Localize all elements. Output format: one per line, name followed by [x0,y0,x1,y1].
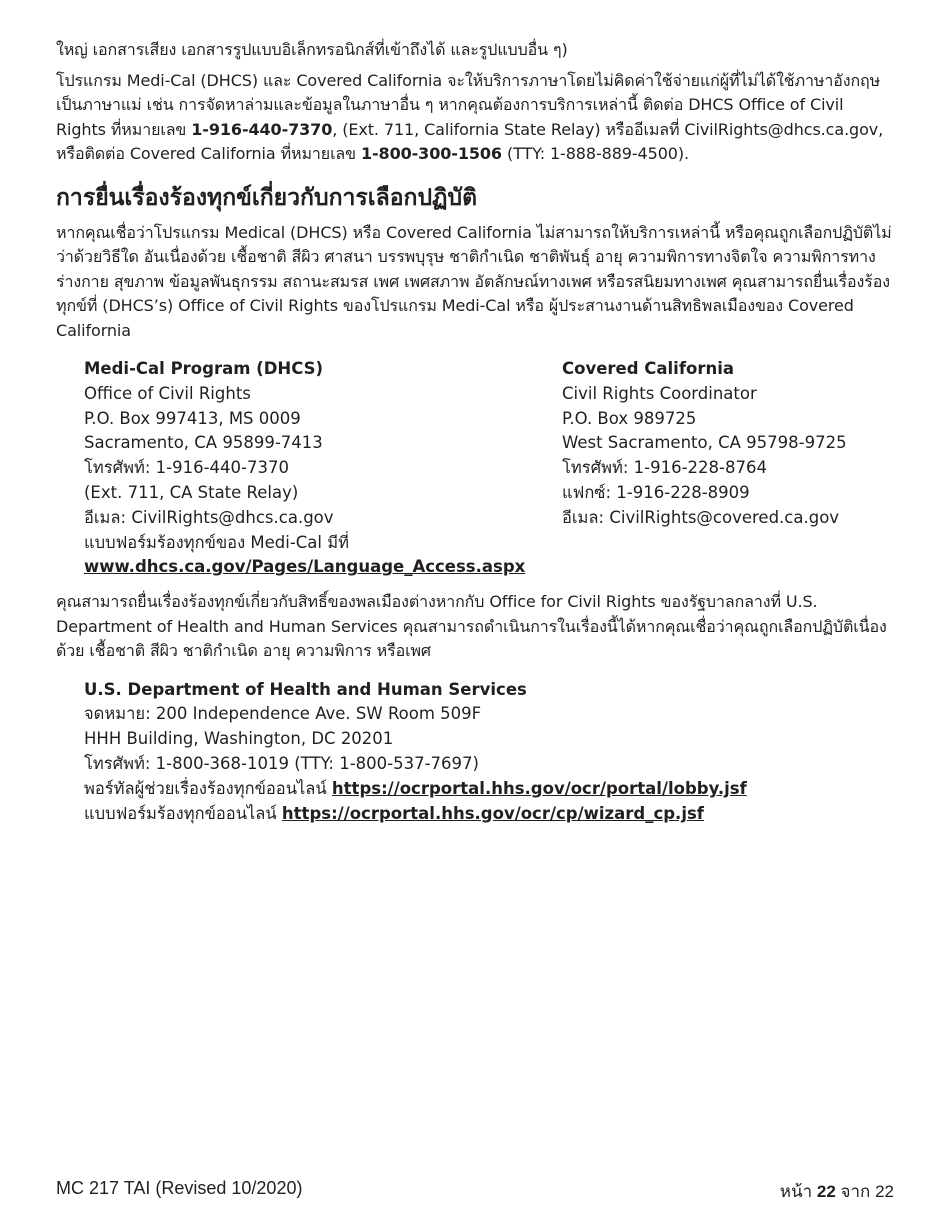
cc-email: อีเมล: CivilRights@covered.ca.gov [562,507,840,527]
dhcs-contact-block [84,357,562,580]
dhcs-form-link[interactable]: www.dhcs.ca.gov/Pages/Language_Access.aspx [84,557,526,577]
text-run: โปรแกรม Medi-Cal (DHCS) และ Covered California จะให้บริการภาษาโดยไม่คิดค่าใช้จ่ายแก่ผู้ที่ไม่ได้ใช้ภาษาอังกฤษเป็นภาษาแม่ เช่น การจัดหาล่ามและข้อมูลในภาษาอื่น ๆ หากคุณต้องการบริการเหล่านี้ ติดต่อ DHCS Office of Civil Rights ที่หมายเลข [56,70,881,139]
contact-columns [84,357,896,580]
page-current: 22 [816,1182,836,1201]
section-heading: การยื่นเรื่องร้องทุกข์เกี่ยวกับการเลือกปฏิบัติ [56,183,478,211]
hhs-portal-line [84,777,896,802]
cc-title: Covered California [562,359,735,378]
dhcs-phone: 1-916-440-7370 [191,119,333,139]
covered-california-contact-block [562,357,896,580]
dhcs-phone-line: โทรศัพท์: 1-916-440-7370 [84,458,289,478]
intro-continuation: ใหญ่ เอกสารเสียง เอกสารรูปแบบอิเล็กทรอนิกส์ที่เข้าถึงได้ และรูปแบบอื่น ๆ) [56,40,568,59]
text-run: , (Ext. 711, California State Relay) หรืออีเมลที่ CivilRights@dhcs.ca.gov, หรือติดต่อ Covered California ที่หมายเลข [56,119,884,163]
hhs-portal-label: พอร์ทัลผู้ช่วยเรื่องร้องทุกข์ออนไลน์ [84,778,332,798]
hhs-mail: จดหมาย: 200 Independence Ave. SW Room 509F [84,704,482,724]
hhs-phone: โทรศัพท์: 1-800-368-1019 (TTY: 1-800-537-7697) [84,754,479,774]
text-run: (TTY: 1-888-889-4500). [501,144,689,163]
dhcs-title: Medi-Cal Program (DHCS) [84,359,324,378]
cc-po-box: P.O. Box 989725 [562,408,697,428]
dhcs-form-note: แบบฟอร์มร้องทุกข์ของ Medi-Cal มีที่ [84,532,349,552]
page-prefix: หน้า [779,1182,817,1201]
hhs-form-line [84,802,896,827]
hhs-portal-link[interactable]: https://ocrportal.hhs.gov/ocr/portal/lobby.jsf [331,778,747,798]
federal-paragraph: คุณสามารถยื่นเรื่องร้องทุกข์เกี่ยวกับสิทธิ์ของพลเมืองต่างหากกับ Office for Civil Rights ของรัฐบาลกลางที่ U.S. Department of Health and Human Services คุณสามารถดำเนินการในเรื่องนี้ได้หากคุณเชื่อว่าคุณถูกเลือกปฏิบัติเนื่องด้วย เชื้อชาติ สีผิว ชาติกำเนิด อายุ ความพิการ หรือเพศ [56,592,887,661]
dhcs-relay: (Ext. 711, CA State Relay) [84,482,299,502]
dhcs-city: Sacramento, CA 95899-7413 [84,433,323,453]
cc-phone: โทรศัพท์: 1-916-228-8764 [562,458,767,478]
hhs-title: U.S. Department of Health and Human Services [84,679,527,699]
cc-office: Civil Rights Coordinator [562,383,757,403]
document-page [56,38,896,826]
dhcs-po-box: P.O. Box 997413, MS 0009 [84,408,301,428]
cc-fax: แฟกซ์: 1-916-228-8909 [562,482,750,502]
discrimination-paragraph: หากคุณเชื่อว่าโปรแกรม Medical (DHCS) หรือ Covered California ไม่สามารถให้บริการเหล่านี้ หรือคุณถูกเลือกปฏิบัติไม่ว่าด้วยวิธีใด อันเนื่องด้วย เชื้อชาติ สีผิว ศาสนา บรรพบุรุษ ชาติกำเนิด ชาติพันธุ์ อายุ ความพิการทางจิตใจ ความพิการทางร่างกาย สุขภาพ ข้อมูลพันธุกรรม สถานะสมรส เพศ เพศสภาพ อัตลักษณ์ทางเพศ หรือรสนิยมทางเพศ คุณสามารถยื่นเรื่องร้องทุกข์ที่ (DHCS’s) Office of Civil Rights ของโปรแกรม Medi-Cal หรือ ผู้ประสานงานด้านสิทธิพลเมืองของ Covered California [56,222,892,340]
page-mid: จาก [835,1182,876,1201]
page-total: 22 [875,1182,894,1201]
hhs-form-label: แบบฟอร์มร้องทุกข์ออนไลน์ [84,803,282,823]
dhcs-office: Office of Civil Rights [84,383,251,403]
hhs-contact-block [84,678,896,827]
language-services-paragraph [56,69,896,167]
cc-city: West Sacramento, CA 95798-9725 [562,433,847,453]
dhcs-email: อีเมล: CivilRights@dhcs.ca.gov [84,507,334,527]
form-id: MC 217 TAI (Revised 10/2020) [56,1178,303,1198]
hhs-building: HHH Building, Washington, DC 20201 [84,729,394,749]
hhs-form-link[interactable]: https://ocrportal.hhs.gov/ocr/cp/wizard_cp.jsf [281,803,704,823]
page-number [780,1178,894,1205]
covered-california-phone: 1-800-300-1506 [360,144,502,163]
